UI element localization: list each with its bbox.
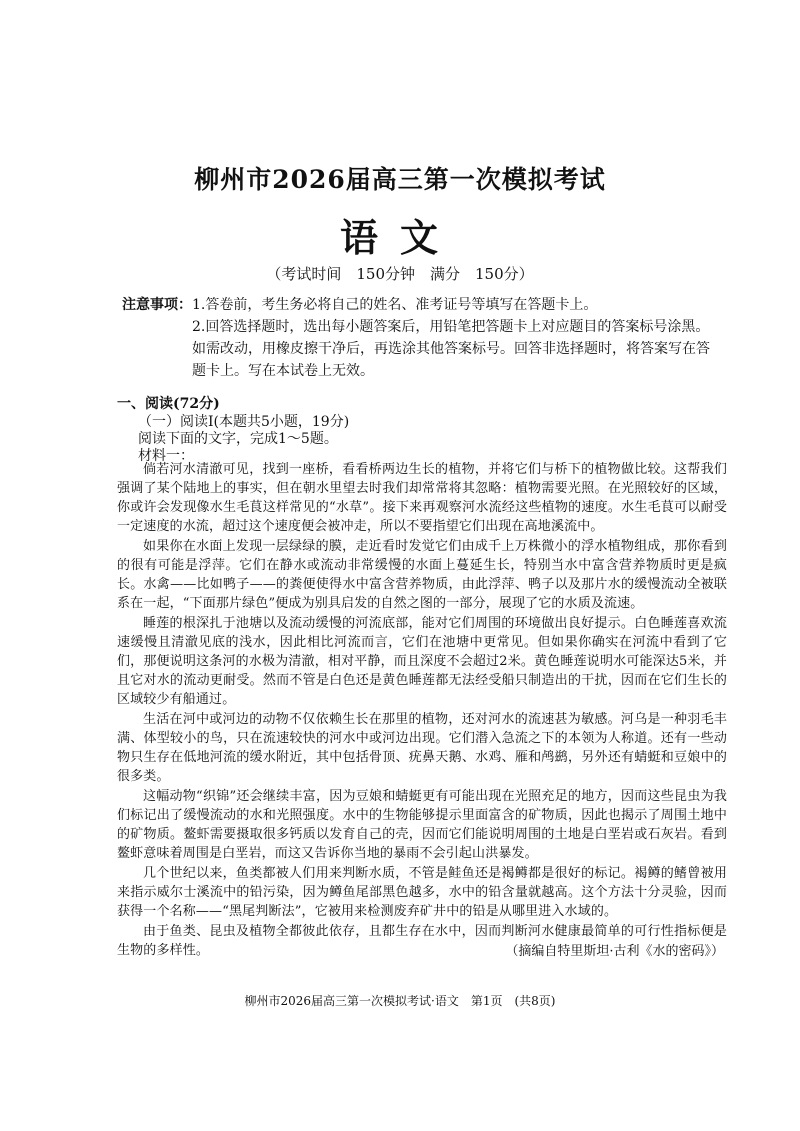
reading-passage <box>117 460 727 961</box>
exam-title: 柳州市2026届高三第一次模拟考试 <box>194 165 606 194</box>
passage-paragraph: 睡莲的根深扎于池塘以及流动缓慢的河流底部，能对它们周围的环境做出良好提示。白色睡莲喜欢流速缓慢且清澈见底的浅水，因此相比河流而言，它们在池塘中更常见。但如果你确实在河流中看到了它们，那便说明这条河的水极为清澈，相对平静，而且深度不会超过2米。黄色睡莲说明水可能深达5米，并且它对水的流动更耐受。然而不管是白色还是黄色睡莲都无法经受船只制造出的干扰，因而在它们生长的区域较少有船通过。 <box>117 616 727 707</box>
notes-body <box>192 294 720 382</box>
passage-paragraph: 生活在河中或河边的动物不仅依赖生长在那里的植物，还对河水的流速甚为敏感。河乌是一种羽毛丰满、体型较小的鸟，只在流速较快的河水中或河边出现。它们潜入急流之下的本领为人称道。还有一些动物只生存在低地河流的缓水附近，其中包括骨顶、疣鼻天鹅、水鸡、雁和鸬鹚，另外还有蜻蜓和豆娘中的很多类。 <box>117 712 727 784</box>
passage-paragraph: 几个世纪以来，鱼类都被人们用来判断水质，不管是鲑鱼还是褐鳟都是很好的标记。褐鳟的鳍曾被用来指示威尔士溪流中的铅污染，因为鳟鱼尾部黑色越多，水中的铅含量就越高。这个方法十分灵验，因而获得一个名称——“黑尾判断法”，它被用来检测废弃矿井中的铅是从哪里进入水域的。 <box>117 866 727 919</box>
material-label: 材料一： <box>138 448 194 464</box>
passage-source: （摘编自特里斯坦·古利《水的密码》） <box>505 944 724 959</box>
passage-paragraph: 这幅动物“织锦”还会继续丰富，因为豆娘和蜻蜓更有可能出现在光照充足的地方，因而这些昆虫为我们标记出了缓慢流动的水和光照强度。水中的生物能够提示里面富含的矿物质，因此也揭示了周围土地中的矿物质。鳌虾需要摄取很多钙质以发育自己的壳，因而它们能说明周围的土地是白垩岩或石灰岩。看到鳌虾意味着周围是白垩岩，而这又告诉你当地的暴雨不会引起山洪暴发。 <box>117 789 727 861</box>
page-footer: 柳州市2026届高三第一次模拟考试·语文 第1页 (共8页) <box>244 994 556 1008</box>
subsection-heading: （一）阅读Ⅰ(本题共5小题，19分) <box>138 414 350 430</box>
reading-instruction: 阅读下面的文字，完成1～5题。 <box>138 431 338 447</box>
subject-title: 语文 <box>339 215 460 260</box>
note-item-2: 2.回答选择题时，选出每小题答案后，用铅笔把答题卡上对应题目的答案标号涂黑。如需改动，用橡皮擦干净后，再选涂其他答案标号。回答非选择题时，将答案写在答题卡上。写在本试卷上无效。 <box>192 319 710 379</box>
section-heading: 一、阅读(72分) <box>117 396 220 412</box>
notes-row <box>122 294 720 382</box>
passage-paragraph: 倘若河水清澈可见，找到一座桥，看看桥两边生长的植物，并将它们与桥下的植物做比较。这帮我们强调了某个陆地上的事实，但在朝水里望去时我们却常常将其忽略：植物需要光照。在光照较好的区域，你或许会发现像水生毛茛这样常见的“水草”。接下来再观察河水流经这些植物的速度。水生毛茛可以耐受一定速度的水流，超过这个速度便会被冲走，所以不要指望它们出现在高地溪流中。 <box>117 462 727 534</box>
passage-paragraph: 由于鱼类、昆虫及植物全都彼此依存，且都生存在水中，因而判断河水健康最简单的可行性指标便是生物的多样性。 <box>117 924 727 958</box>
passage-paragraph: 如果你在水面上发现一层绿绿的膜，走近看时发觉它们由成千上万株微小的浮水植物组成，那你看到的很有可能是浮萍。它们在静水或流动非常缓慢的水面上蔓延生长，特别当水中富含营养物质时更是疯长。水禽——比如鸭子——的粪便使得水中富含营养物质，由此浮萍、鸭子以及那片水的缓慢流动全被联系在一起，“下面那片绿色”便成为别具启发的自然之图的一部分，展现了它的水质及流速。 <box>117 539 727 611</box>
exam-time-score: （考试时间 150分钟 满分 150分） <box>266 265 534 283</box>
notes-label: 注意事项： <box>122 297 192 313</box>
exam-notes <box>122 294 720 382</box>
note-item-1: 1.答卷前，考生务必将自己的姓名、准考证号等填写在答题卡上。 <box>192 297 598 313</box>
